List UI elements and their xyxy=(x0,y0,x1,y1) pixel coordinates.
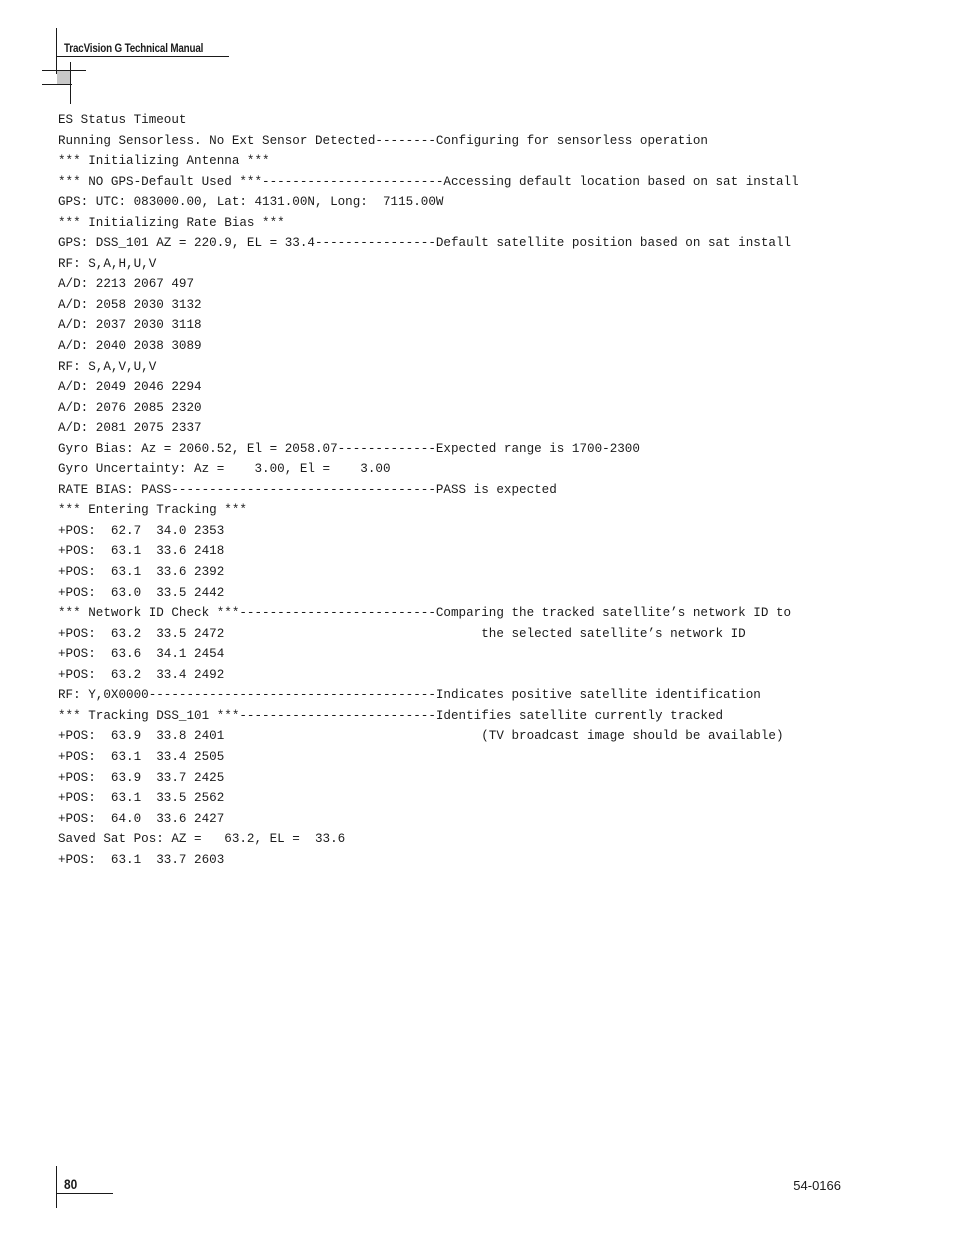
log-line: *** Entering Tracking *** xyxy=(58,503,247,518)
log-line: +POS: 63.6 34.1 2454 xyxy=(58,647,225,662)
log-line: +POS: 63.2 33.5 2472 the selected satellite’s network ID xyxy=(58,626,746,641)
log-line: *** Network ID Check ***--------------------------Comparing the tracked satellite’s network ID to xyxy=(58,606,792,621)
log-line: Running Sensorless. No Ext Sensor Detected--------Configuring for sensorless operation xyxy=(58,133,708,148)
log-line: Gyro Bias: Az = 2060.52, El = 2058.07-------------Expected range is 1700-2300 xyxy=(58,441,640,456)
log-line: +POS: 63.9 33.7 2425 xyxy=(58,770,225,785)
log-line: A/D: 2213 2067 497 xyxy=(58,277,195,292)
log-line: +POS: 63.9 33.8 2401 (TV broadcast image should be available) xyxy=(58,729,784,744)
log-line: RF: S,A,H,U,V xyxy=(58,256,157,271)
log-line: *** NO GPS-Default Used ***------------------------Accessing default location based on sat install xyxy=(58,174,799,189)
log-line: A/D: 2076 2085 2320 xyxy=(58,400,202,415)
header-crop-mark-vertical xyxy=(56,28,57,74)
running-header-title: TracVision G Technical Manual xyxy=(64,41,204,55)
log-line: ES Status Timeout xyxy=(58,113,187,127)
document-number: 54-0166 xyxy=(793,1178,841,1193)
log-line: A/D: 2040 2038 3089 xyxy=(58,339,202,354)
log-line: Gyro Uncertainty: Az = 3.00, El = 3.00 xyxy=(58,462,391,477)
log-line: RATE BIAS: PASS-----------------------------------PASS is expected xyxy=(58,482,557,497)
registration-mark-horizontal-lower xyxy=(42,84,72,85)
log-line: GPS: UTC: 083000.00, Lat: 4131.00N, Long: 7115.00W xyxy=(58,195,444,210)
log-line: A/D: 2049 2046 2294 xyxy=(58,380,202,395)
log-line: A/D: 2037 2030 3118 xyxy=(58,318,202,333)
log-line: A/D: 2081 2075 2337 xyxy=(58,421,202,436)
footer-crop-mark-vertical xyxy=(56,1166,57,1208)
log-line: RF: Y,0X0000--------------------------------------Indicates positive satellite identification xyxy=(58,688,761,703)
log-line: +POS: 63.0 33.5 2442 xyxy=(58,585,225,600)
log-line: +POS: 63.1 33.7 2603 xyxy=(58,852,225,867)
log-line: *** Tracking DSS_101 ***--------------------------Identifies satellite currently tracked xyxy=(58,708,724,723)
footer-rule xyxy=(56,1193,113,1194)
log-line: +POS: 63.1 33.6 2392 xyxy=(58,565,225,580)
log-line: +POS: 63.1 33.5 2562 xyxy=(58,791,225,806)
registration-square xyxy=(57,71,70,84)
registration-mark-vertical xyxy=(70,62,71,104)
log-line: +POS: 64.0 33.6 2427 xyxy=(58,811,225,826)
header-rule xyxy=(56,56,229,57)
log-line: +POS: 63.2 33.4 2492 xyxy=(58,667,225,682)
page-number: 80 xyxy=(64,1176,78,1192)
status-log-output xyxy=(58,110,799,870)
log-line: *** Initializing Antenna *** xyxy=(58,154,270,169)
log-line: A/D: 2058 2030 3132 xyxy=(58,297,202,312)
log-line: RF: S,A,V,U,V xyxy=(58,359,157,374)
log-line: +POS: 63.1 33.4 2505 xyxy=(58,749,225,764)
log-line: Saved Sat Pos: AZ = 63.2, EL = 33.6 xyxy=(58,832,346,847)
log-line: GPS: DSS_101 AZ = 220.9, EL = 33.4----------------Default satellite position based on sat install xyxy=(58,236,792,251)
log-line: +POS: 62.7 34.0 2353 xyxy=(58,523,225,538)
log-line: *** Initializing Rate Bias *** xyxy=(58,215,285,230)
log-line: +POS: 63.1 33.6 2418 xyxy=(58,544,225,559)
